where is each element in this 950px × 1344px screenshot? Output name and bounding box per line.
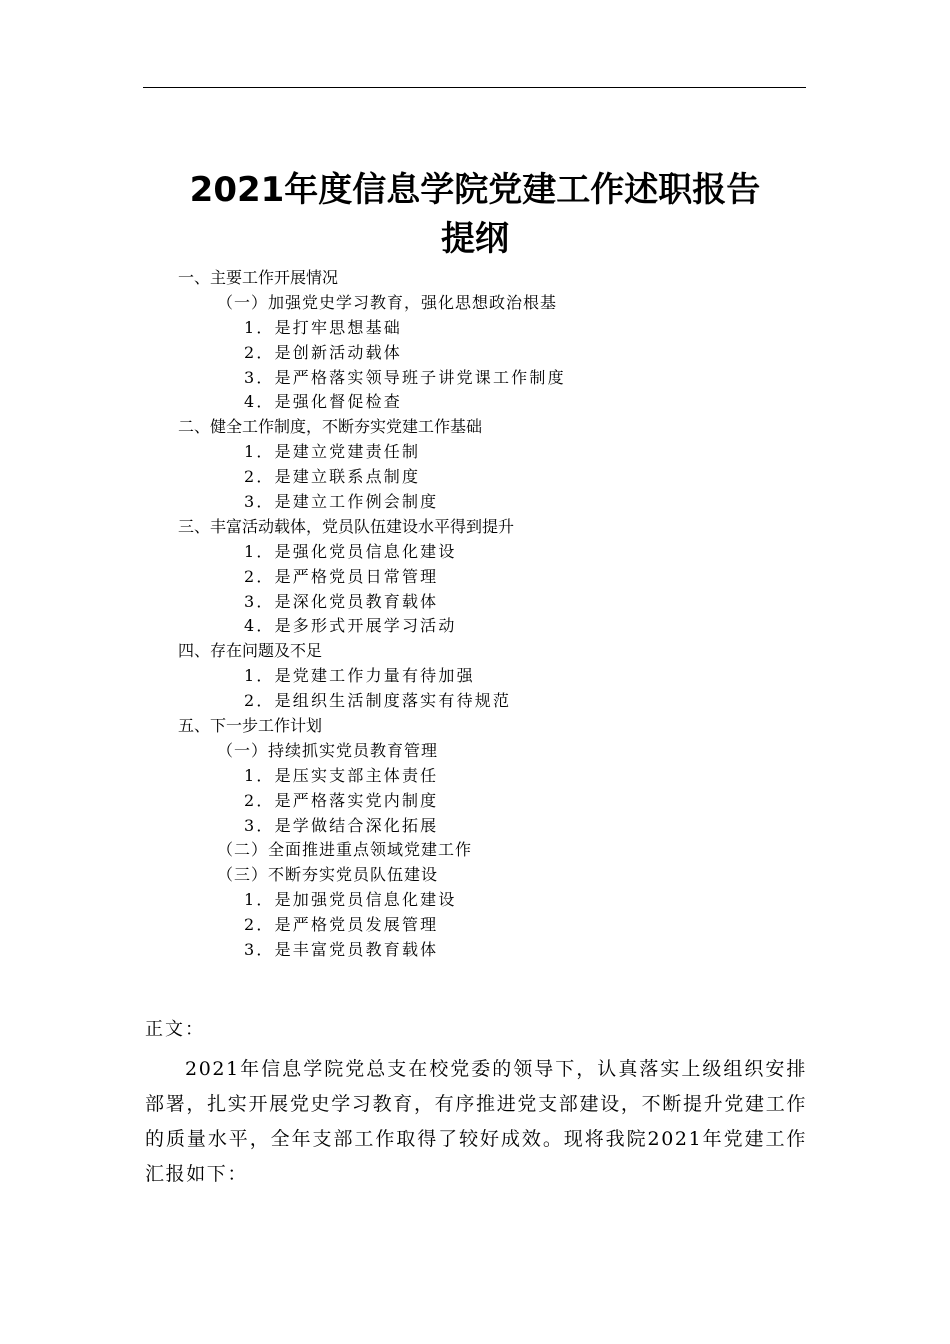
document-title: 2021年度信息学院党建工作述职报告 <box>189 170 761 210</box>
outline-list <box>0 266 950 963</box>
body-paragraph: 2021年信息学院党总支在校党委的领导下，认真落实上级组织安排部署，扎实开展党史学习教育，有序推进党支部建设，不断提升党建工作的质量水平，全年支部工作取得了较好成效。现将我院2021年党建工作汇报如下： <box>145 1058 807 1185</box>
outline-heading: 二、健全工作制度，不断夯实党建工作基础 <box>178 417 483 437</box>
header-rule <box>143 87 806 88</box>
outline-heading: 三、丰富活动载体，党员队伍建设水平得到提升 <box>178 516 515 536</box>
outline-item: 1．是加强党员信息化建设 <box>244 890 457 910</box>
outline-subheading: （二）全面推进重点领域党建工作 <box>217 840 473 860</box>
outline-item: 2．是创新活动载体 <box>244 342 402 362</box>
outline-item: 1．是打牢思想基础 <box>244 317 402 337</box>
outline-item: 3．是建立工作例会制度 <box>244 492 439 512</box>
outline-item: 2．是建立联系点制度 <box>244 467 421 487</box>
outline-heading: 五、下一步工作计划 <box>178 716 323 736</box>
outline-item: 1．是党建工作力量有待加强 <box>244 666 475 686</box>
outline-item: 2．是严格党员日常管理 <box>244 566 439 586</box>
outline-item: 3．是深化党员教育载体 <box>244 591 439 611</box>
outline-item: 1．是压实支部主体责任 <box>244 765 439 785</box>
outline-item: 3．是丰富党员教育载体 <box>244 940 439 960</box>
outline-item: 3．是严格落实领导班子讲党课工作制度 <box>244 367 566 387</box>
outline-item: 1．是建立党建责任制 <box>244 442 421 462</box>
outline-item: 1．是强化党员信息化建设 <box>244 541 457 561</box>
outline-subheading: （一）加强党史学习教育，强化思想政治根基 <box>217 292 558 312</box>
outline-subheading: （三）不断夯实党员队伍建设 <box>217 865 439 885</box>
outline-subheading: （一）持续抓实党员教育管理 <box>217 740 439 760</box>
outline-heading: 四、存在问题及不足 <box>178 641 323 661</box>
outline-item: 4．是多形式开展学习活动 <box>244 616 457 636</box>
outline-item: 2．是严格落实党内制度 <box>244 790 439 810</box>
body-label: 正文： <box>145 1019 205 1040</box>
outline-item: 3．是学做结合深化拓展 <box>244 815 439 835</box>
outline-item: 2．是严格党员发展管理 <box>244 915 439 935</box>
outline-heading: 一、主要工作开展情况 <box>178 268 339 287</box>
outline-item: 2．是组织生活制度落实有待规范 <box>244 691 512 711</box>
document-subtitle: 提纲 <box>441 219 509 259</box>
outline-item: 4．是强化督促检查 <box>244 392 402 412</box>
